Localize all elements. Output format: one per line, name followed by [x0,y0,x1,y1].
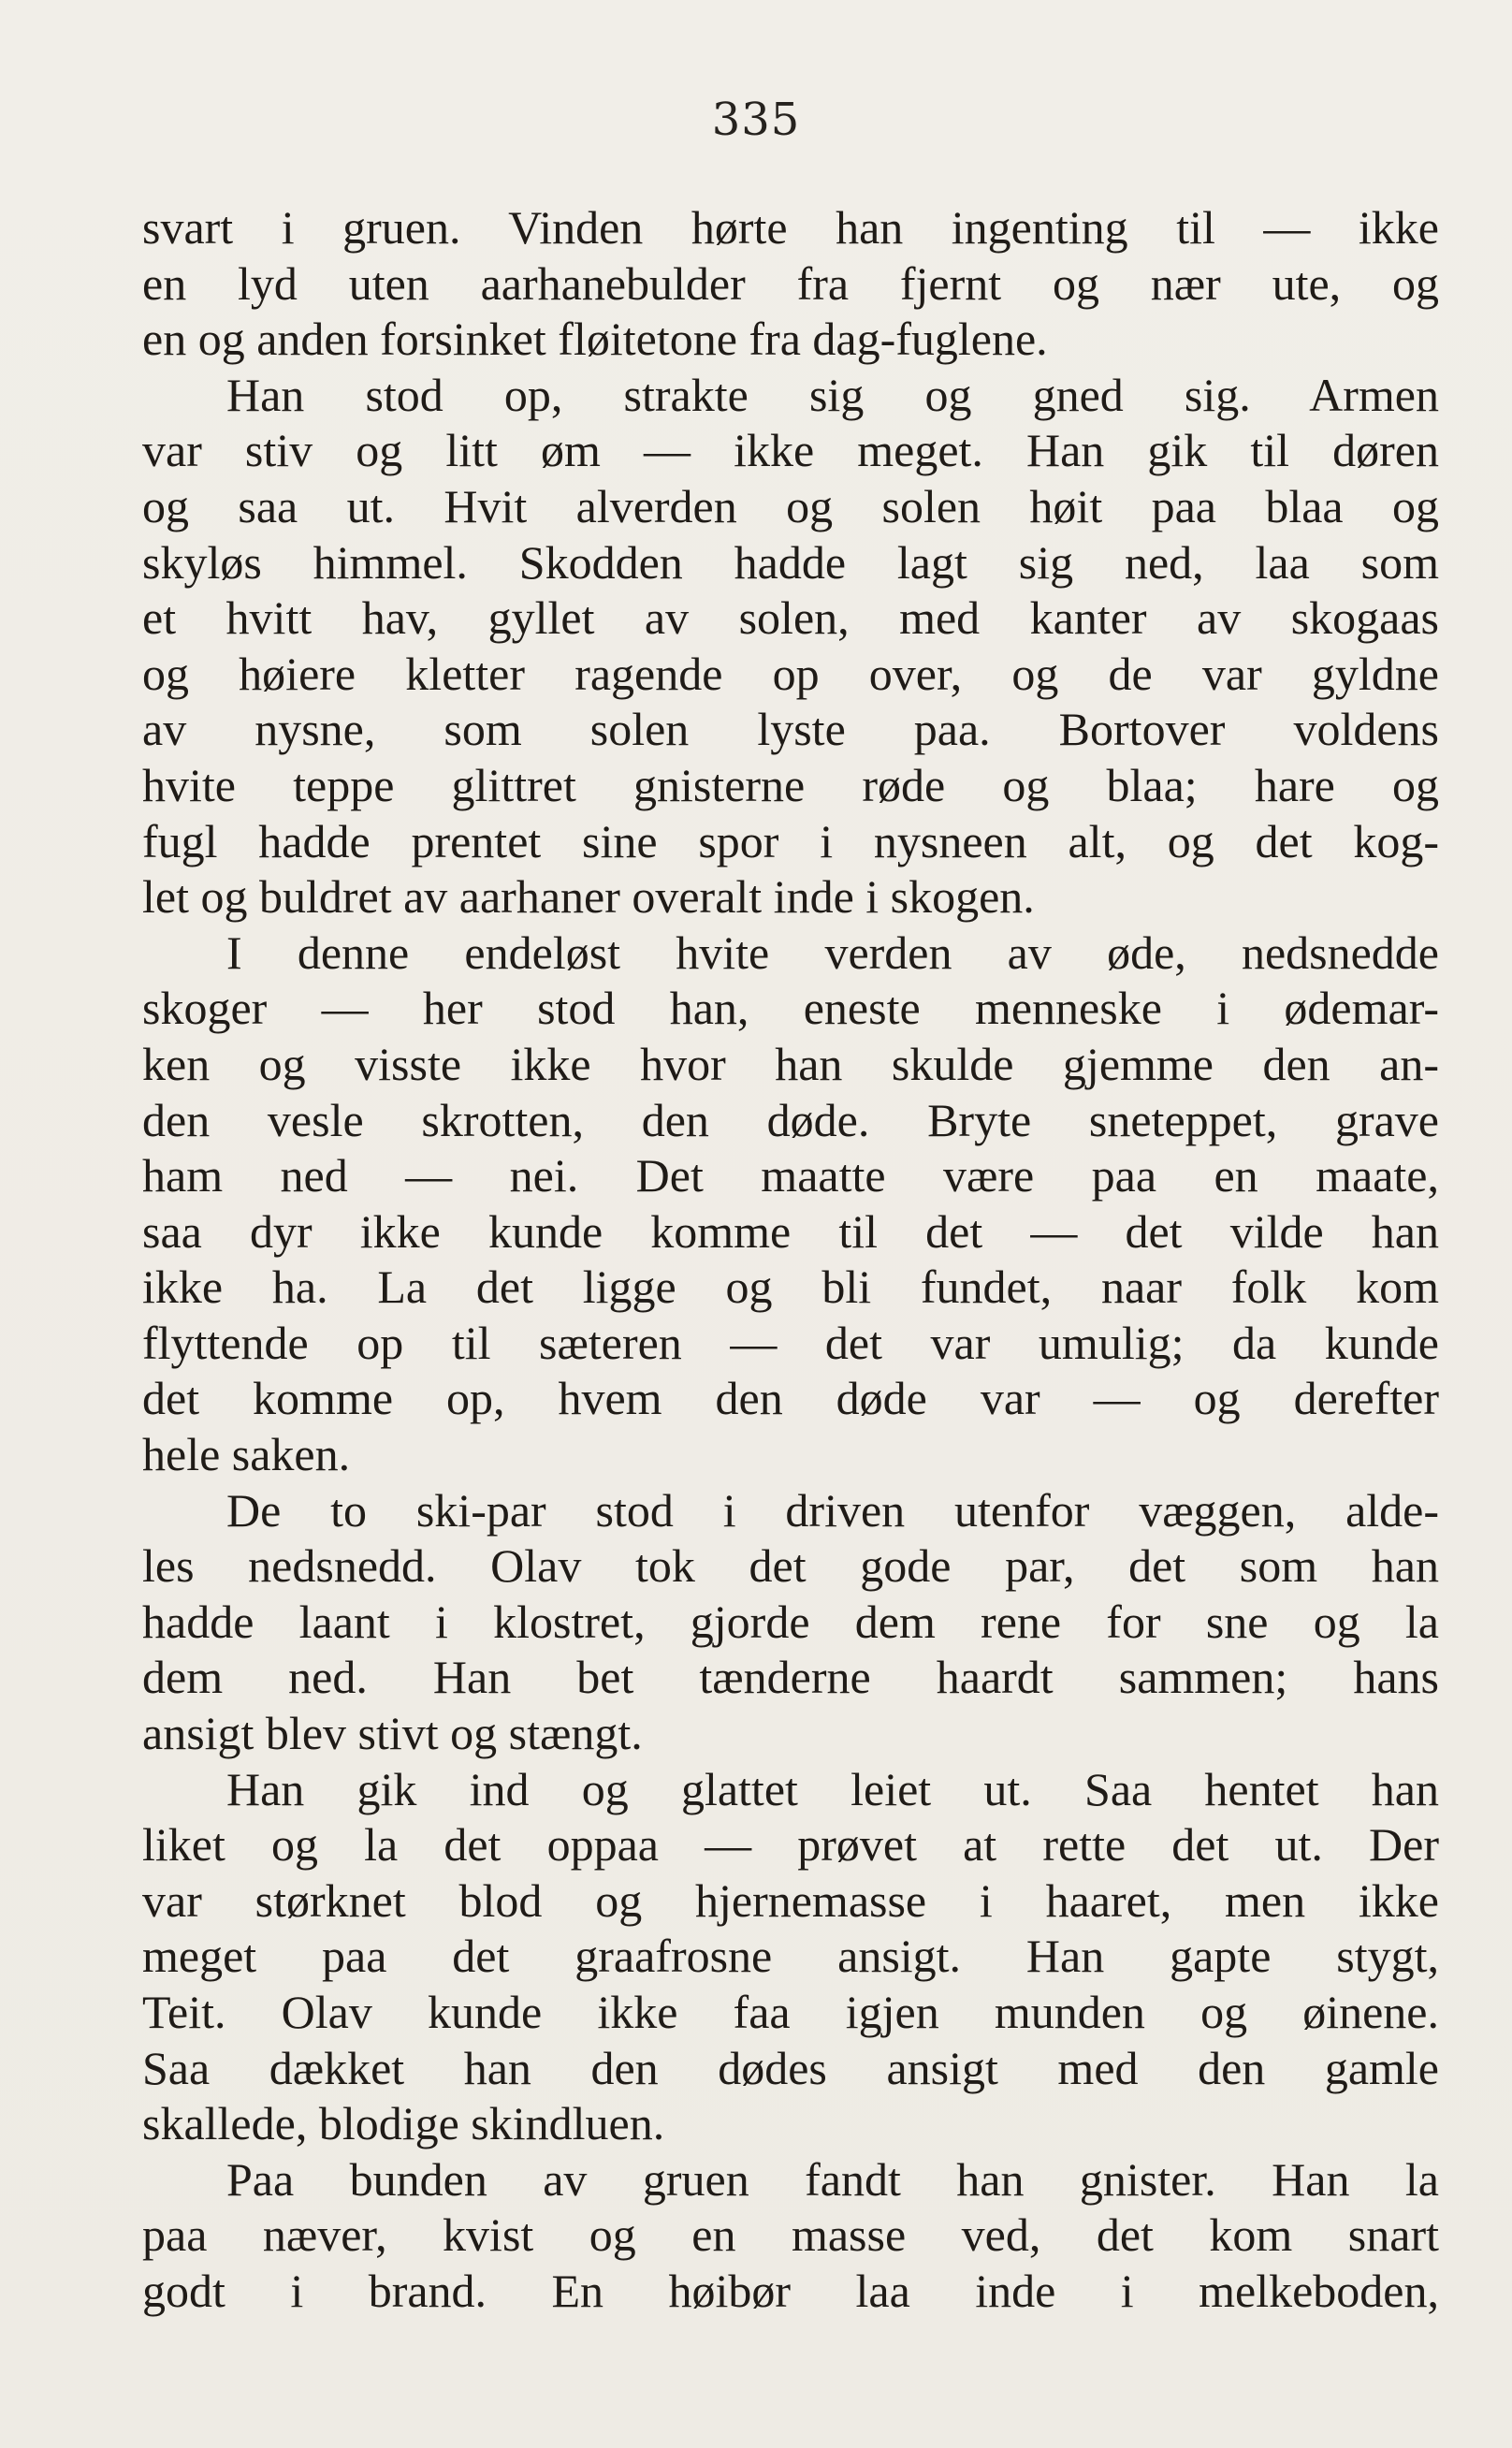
text-line: svart i gruen. Vinden hørte han ingenting til — ikke [142,201,1439,254]
text-line: saa dyr ikke kunde komme til det — det vilde han [142,1204,1439,1258]
text-line: Saa dækket han den dødes ansigt med den gamle [142,2041,1439,2094]
page-number: 335 [711,94,801,146]
text-line: De to ski-par stod i driven utenfor væggen, alde- [226,1483,1439,1537]
text-line: ikke ha. La det ligge og bli fundet, naar folk kom [142,1260,1439,1314]
body-text [142,200,1439,2320]
text-line: en lyd uten aarhanebulder fra fjernt og nær ute, og [142,256,1439,310]
text-line: en og anden forsinket fløitetone fra dag-fuglene. [142,313,1048,366]
text-line: let og buldret av aarhaner overalt inde i skogen. [142,870,1035,924]
text-line: og saa ut. Hvit alverden og solen høit paa blaa og [142,479,1439,532]
text-line: var størknet blod og hjernemasse i haaret, men ikke [142,1873,1439,1927]
text-line: Teit. Olav kunde ikke faa igjen munden og øinene. [142,1986,1439,2038]
text-line: hvite teppe glittret gnisterne røde og blaa; hare og [142,758,1439,811]
text-line: et hvitt hav, gyllet av solen, med kanter av skogaas [142,591,1439,645]
text-line: ansigt blev stivt og stængt. [142,1707,643,1760]
text-line: hele saken. [142,1428,351,1481]
text-line: les nedsnedd. Olav tok det gode par, det som han [142,1539,1439,1593]
text-line: I denne endeløst hvite verden av øde, nedsnedde [226,925,1439,979]
text-line: dem ned. Han bet tænderne haardt sammen; hans [142,1651,1439,1704]
text-line: Han stod op, strakte sig og gned sig. Armen [226,368,1439,421]
text-line: Han gik ind og glattet leiet ut. Saa hentet han [226,1762,1439,1815]
text-line: Paa bunden av gruen fandt han gnister. Han la [226,2152,1439,2206]
text-line: ken og visste ikke hvor han skulde gjemme den an- [142,1037,1439,1090]
text-line: av nysne, som solen lyste paa. Bortover voldens [142,703,1439,756]
text-line: og høiere kletter ragende op over, og de var gyldne [142,647,1439,700]
text-line: flyttende op til sæteren — det var umulig; da kunde [142,1316,1439,1369]
text-line: godt i brand. En høibør laa inde i melkeboden, [142,2264,1439,2317]
text-line: skyløs himmel. Skodden hadde lagt sig ned, laa som [142,535,1439,589]
text-line: det komme op, hvem den døde var — og derefter [142,1372,1439,1425]
text-line: hadde laant i klostret, gjorde dem rene for sne og la [142,1595,1439,1648]
text-line: den vesle skrotten, den døde. Bryte sneteppet, grave [142,1093,1439,1146]
text-line: fugl hadde prentet sine spor i nysneen alt, og det kog- [142,814,1439,867]
text-line: skoger — her stod han, eneste menneske i ødemar- [142,982,1439,1035]
text-line: liket og la det oppaa — prøvet at rette det ut. Der [142,1818,1439,1872]
text-line: var stiv og litt øm — ikke meget. Han gik til døren [142,424,1439,477]
text-line: paa næver, kvist og en masse ved, det kom snart [142,2208,1439,2262]
text-line: skallede, blodige skindluen. [142,2097,665,2150]
text-line: ham ned — nei. Det maatte være paa en maate, [142,1149,1439,1202]
text-line: meget paa det graafrosne ansigt. Han gapte stygt, [142,1930,1439,1983]
